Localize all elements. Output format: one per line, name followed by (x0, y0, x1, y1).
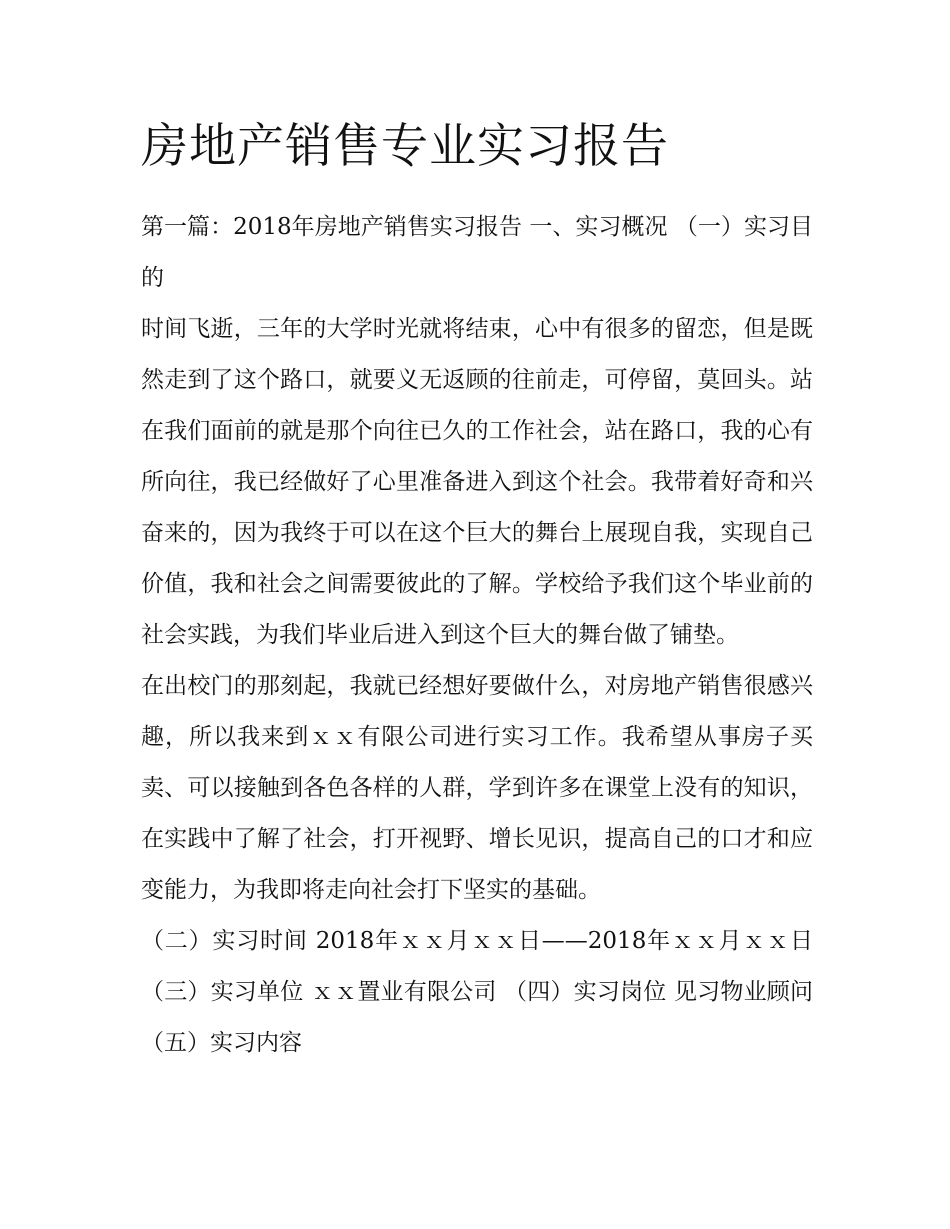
paragraph-heading-section-1: 第一篇：2018年房地产销售实习报告 一、实习概况 （一）实习目的 (141, 214, 813, 291)
paragraph-intro: 时间飞逝，三年的大学时光就将结束，心中有很多的留恋，但是既然走到了这个路口，就要义无返顾的往前走，可停留，莫回头。站在我们面前的就是那个向往已久的工作社会，站在路口，我的心有所向往，我已经做好了心里准备进入到这个社会。我带着好奇和兴奋来的，因为我终于可以在这个巨大的舞台上展现自我，实现自己价值，我和社会之间需要彼此的了解。学校给予我们这个毕业前的社会实践，为我们毕业后进入到这个巨大的舞台做了铺垫。 (141, 316, 813, 648)
document-body (141, 112, 813, 1069)
document-title: 房地产销售专业实习报告 (141, 119, 669, 174)
paragraph-internship-details: （二）实习时间 2018年ｘｘ月ｘｘ日——2018年ｘｘ月ｘｘ日 （三）实习单位 ｘｘ置业有限公司 （四）实习岗位 见习物业顾问 （五）实习内容 (141, 928, 813, 1056)
paragraph-motivation: 在出校门的那刻起，我就已经想好要做什么，对房地产销售很感兴趣，所以我来到ｘｘ有限公司进行实习工作。我希望从事房子买卖、可以接触到各色各样的人群，学到许多在课堂上没有的知识，在实践中了解了社会，打开视野、增长见识，提高自己的口才和应变能力，为我即将走向社会打下坚实的基础。 (141, 673, 813, 903)
